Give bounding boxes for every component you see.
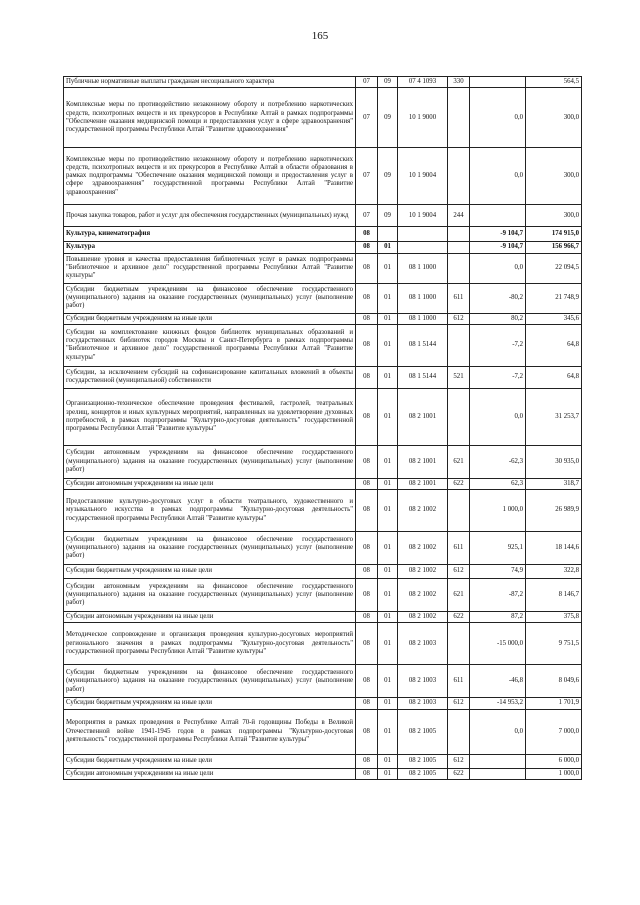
table-row bbox=[64, 478, 582, 489]
row-total-amount: 64,8 bbox=[526, 324, 582, 366]
row-change-amount: 0,0 bbox=[470, 253, 526, 283]
row-subsection-code: 01 bbox=[378, 754, 398, 768]
row-change-amount: -80,2 bbox=[470, 283, 526, 313]
row-expense-type bbox=[448, 709, 470, 754]
row-target-article: 08 1 1000 bbox=[398, 253, 448, 283]
row-total-amount: 174 915,0 bbox=[526, 227, 582, 242]
row-target-article: 08 2 1005 bbox=[398, 768, 448, 779]
row-total-amount: 1 000,0 bbox=[526, 768, 582, 779]
row-target-article: 07 4 1093 bbox=[398, 77, 448, 88]
table-row bbox=[64, 77, 582, 88]
row-section-code: 08 bbox=[356, 665, 378, 698]
row-expense-type: 622 bbox=[448, 478, 470, 489]
row-subsection-code: 09 bbox=[378, 148, 398, 205]
row-change-amount: -46,8 bbox=[470, 665, 526, 698]
row-total-amount: 21 748,9 bbox=[526, 283, 582, 313]
row-change-amount: 62,3 bbox=[470, 478, 526, 489]
row-subsection-code: 01 bbox=[378, 478, 398, 489]
row-target-article: 08 2 1003 bbox=[398, 623, 448, 665]
table-row bbox=[64, 698, 582, 709]
row-expense-type bbox=[448, 227, 470, 242]
row-target-article: 08 2 1002 bbox=[398, 579, 448, 612]
row-subsection-code: 01 bbox=[378, 313, 398, 324]
row-total-amount: 30 935,0 bbox=[526, 445, 582, 478]
row-expense-type: 612 bbox=[448, 565, 470, 579]
row-expense-type: 621 bbox=[448, 445, 470, 478]
row-expense-type bbox=[448, 490, 470, 532]
row-target-article: 08 1 5144 bbox=[398, 366, 448, 388]
row-section-code: 08 bbox=[356, 768, 378, 779]
row-total-amount: 8 049,6 bbox=[526, 665, 582, 698]
row-name: Субсидии автономным учреждениям на иные цели bbox=[64, 612, 356, 623]
row-total-amount: 8 146,7 bbox=[526, 579, 582, 612]
row-total-amount: 31 253,7 bbox=[526, 388, 582, 445]
row-subsection-code: 01 bbox=[378, 623, 398, 665]
row-expense-type: 521 bbox=[448, 366, 470, 388]
row-total-amount: 7 000,0 bbox=[526, 709, 582, 754]
row-name: Повышение уровня и качества предоставления библиотечных услуг в рамках подпрограммы "Библиотечное и архивное дело" государственной программы Республики Алтай "Развитие культуры" bbox=[64, 253, 356, 283]
row-target-article: 08 2 1002 bbox=[398, 490, 448, 532]
row-expense-type: 612 bbox=[448, 313, 470, 324]
table-row bbox=[64, 445, 582, 478]
table-row bbox=[64, 612, 582, 623]
table-row bbox=[64, 88, 582, 148]
table-row bbox=[64, 532, 582, 565]
row-total-amount: 300,0 bbox=[526, 205, 582, 227]
row-target-article: 08 2 1002 bbox=[398, 565, 448, 579]
row-expense-type: 611 bbox=[448, 665, 470, 698]
row-target-article: 08 2 1005 bbox=[398, 709, 448, 754]
row-section-code: 07 bbox=[356, 148, 378, 205]
row-expense-type: 622 bbox=[448, 612, 470, 623]
table-row bbox=[64, 490, 582, 532]
row-expense-type bbox=[448, 88, 470, 148]
row-expense-type: 612 bbox=[448, 698, 470, 709]
row-change-amount: 0,0 bbox=[470, 148, 526, 205]
table-row bbox=[64, 313, 582, 324]
table-row bbox=[64, 665, 582, 698]
row-section-code: 08 bbox=[356, 754, 378, 768]
row-name: Субсидии бюджетным учреждениям на иные цели bbox=[64, 565, 356, 579]
row-total-amount: 345,6 bbox=[526, 313, 582, 324]
row-name: Методическое сопровождение и организация проведения культурно-досуговых мероприятий регионального значения в рамках подпрограммы "Культурно-досуговая деятельность" государственной программы Республики Алтай "Развитие культуры" bbox=[64, 623, 356, 665]
row-subsection-code: 01 bbox=[378, 698, 398, 709]
row-section-code: 07 bbox=[356, 205, 378, 227]
row-total-amount: 64,8 bbox=[526, 366, 582, 388]
row-name: Организационно-техническое обеспечение проведения фестивалей, гастролей, театральных зрелищ, концертов и иных культурных мероприятий, направленных на удовлетворение духовных потребностей, в рамках подпрограммы "Культурно-досуговая деятельность" государственной программы Республики Алтай "Развитие культуры" bbox=[64, 388, 356, 445]
row-total-amount: 9 751,5 bbox=[526, 623, 582, 665]
row-subsection-code bbox=[378, 227, 398, 242]
row-expense-type: 611 bbox=[448, 532, 470, 565]
row-name: Субсидии автономным учреждениям на иные цели bbox=[64, 478, 356, 489]
row-subsection-code: 01 bbox=[378, 366, 398, 388]
row-subsection-code: 01 bbox=[378, 388, 398, 445]
table-row bbox=[64, 283, 582, 313]
row-section-code: 08 bbox=[356, 366, 378, 388]
row-change-amount: 0,0 bbox=[470, 709, 526, 754]
row-subsection-code: 01 bbox=[378, 612, 398, 623]
row-name: Культура, кинематография bbox=[64, 227, 356, 242]
row-subsection-code: 01 bbox=[378, 579, 398, 612]
row-name: Комплексные меры по противодействию незаконному обороту и потреблению наркотических средств, психотропных веществ и их прекурсоров в Республике Алтай в области образования в рамках подпрограммы "Обеспечение оказания медицинской помощи и предоставления услуг в сфере здравоохранения" государственной программы Республики Алтай "Развитие здравоохранения" bbox=[64, 148, 356, 205]
table-row bbox=[64, 623, 582, 665]
row-name: Культура bbox=[64, 242, 356, 253]
row-change-amount bbox=[470, 754, 526, 768]
row-section-code: 08 bbox=[356, 490, 378, 532]
row-expense-type bbox=[448, 388, 470, 445]
row-total-amount: 1 701,9 bbox=[526, 698, 582, 709]
table-row bbox=[64, 579, 582, 612]
row-section-code: 08 bbox=[356, 388, 378, 445]
row-section-code: 08 bbox=[356, 709, 378, 754]
row-name: Прочая закупка товаров, работ и услуг для обеспечения государственных (муниципальных) нужд bbox=[64, 205, 356, 227]
row-target-article: 10 1 9004 bbox=[398, 205, 448, 227]
row-total-amount: 322,8 bbox=[526, 565, 582, 579]
row-change-amount: -9 104,7 bbox=[470, 227, 526, 242]
page-number: 165 bbox=[311, 30, 329, 42]
row-subsection-code: 01 bbox=[378, 565, 398, 579]
row-change-amount: -14 953,2 bbox=[470, 698, 526, 709]
row-target-article: 08 2 1003 bbox=[398, 698, 448, 709]
table-row bbox=[64, 709, 582, 754]
row-change-amount: 87,2 bbox=[470, 612, 526, 623]
table-row bbox=[64, 242, 582, 253]
row-change-amount: -15 000,0 bbox=[470, 623, 526, 665]
row-target-article: 10 1 9000 bbox=[398, 88, 448, 148]
row-subsection-code: 01 bbox=[378, 665, 398, 698]
row-subsection-code: 01 bbox=[378, 490, 398, 532]
row-name: Субсидии бюджетным учреждениям на иные цели bbox=[64, 313, 356, 324]
row-target-article: 08 2 1003 bbox=[398, 665, 448, 698]
row-change-amount: -7,2 bbox=[470, 366, 526, 388]
row-section-code: 08 bbox=[356, 579, 378, 612]
row-total-amount: 26 989,9 bbox=[526, 490, 582, 532]
row-expense-type bbox=[448, 253, 470, 283]
budget-table bbox=[63, 76, 582, 780]
table-row bbox=[64, 768, 582, 779]
row-name: Публичные нормативные выплаты гражданам несоциального характера bbox=[64, 77, 356, 88]
row-section-code: 08 bbox=[356, 478, 378, 489]
row-target-article bbox=[398, 242, 448, 253]
row-name: Субсидии автономным учреждениям на иные цели bbox=[64, 768, 356, 779]
row-section-code: 08 bbox=[356, 324, 378, 366]
row-section-code: 08 bbox=[356, 253, 378, 283]
row-subsection-code: 09 bbox=[378, 88, 398, 148]
row-change-amount bbox=[470, 77, 526, 88]
row-name: Субсидии бюджетным учреждениям на финансовое обеспечение государственного (муниципального) задания на оказание государственных (муниципальных) услуг (выполнение работ) bbox=[64, 532, 356, 565]
row-subsection-code: 01 bbox=[378, 324, 398, 366]
row-expense-type bbox=[448, 148, 470, 205]
row-section-code: 08 bbox=[356, 445, 378, 478]
row-target-article: 08 2 1001 bbox=[398, 445, 448, 478]
row-subsection-code: 01 bbox=[378, 768, 398, 779]
row-expense-type bbox=[448, 623, 470, 665]
row-expense-type: 612 bbox=[448, 754, 470, 768]
row-subsection-code: 01 bbox=[378, 709, 398, 754]
row-name: Субсидии на комплектование книжных фондов библиотек муниципальных образований и государственных библиотек городов Москвы и Санкт-Петербурга в рамках подпрограммы "Библиотечное и архивное дело" государственной программы Республики Алтай "Развитие культуры" bbox=[64, 324, 356, 366]
row-target-article: 08 2 1005 bbox=[398, 754, 448, 768]
row-total-amount: 300,0 bbox=[526, 88, 582, 148]
row-total-amount: 6 000,0 bbox=[526, 754, 582, 768]
row-name: Субсидии, за исключением субсидий на софинансирование капитальных вложений в объекты государственной (муниципальной) собственности bbox=[64, 366, 356, 388]
row-expense-type: 244 bbox=[448, 205, 470, 227]
row-total-amount: 18 144,6 bbox=[526, 532, 582, 565]
table-row bbox=[64, 754, 582, 768]
row-change-amount: 0,0 bbox=[470, 88, 526, 148]
row-total-amount: 564,5 bbox=[526, 77, 582, 88]
row-subsection-code: 09 bbox=[378, 77, 398, 88]
row-name: Субсидии бюджетным учреждениям на иные цели bbox=[64, 698, 356, 709]
row-name: Субсидии автономным учреждениям на финансовое обеспечение государственного (муниципального) задания на оказание государственных (муниципальных) услуг (выполнение работ) bbox=[64, 579, 356, 612]
row-total-amount: 375,8 bbox=[526, 612, 582, 623]
row-change-amount: -9 104,7 bbox=[470, 242, 526, 253]
row-subsection-code: 01 bbox=[378, 445, 398, 478]
row-section-code: 08 bbox=[356, 532, 378, 565]
row-section-code: 08 bbox=[356, 698, 378, 709]
row-expense-type: 621 bbox=[448, 579, 470, 612]
row-change-amount: -62,3 bbox=[470, 445, 526, 478]
row-name: Субсидии бюджетным учреждениям на иные цели bbox=[64, 754, 356, 768]
row-change-amount: 80,2 bbox=[470, 313, 526, 324]
row-subsection-code: 01 bbox=[378, 242, 398, 253]
row-section-code: 07 bbox=[356, 88, 378, 148]
row-name: Мероприятия в рамках проведения в Республике Алтай 70-й годовщины Победы в Великой Отечественной войне 1941-1945 годов в рамках подпрограммы "Культурно-досуговая деятельность" государственной программы Республики Алтай "Развитие культуры" bbox=[64, 709, 356, 754]
row-subsection-code: 01 bbox=[378, 283, 398, 313]
table-row bbox=[64, 388, 582, 445]
row-target-article bbox=[398, 227, 448, 242]
row-change-amount: 1 000,0 bbox=[470, 490, 526, 532]
row-subsection-code: 01 bbox=[378, 253, 398, 283]
table-row bbox=[64, 565, 582, 579]
row-target-article: 08 2 1001 bbox=[398, 388, 448, 445]
row-name: Субсидии бюджетным учреждениям на финансовое обеспечение государственного (муниципального) задания на оказание государственных (муниципальных) услуг (выполнение работ) bbox=[64, 283, 356, 313]
row-subsection-code: 01 bbox=[378, 532, 398, 565]
row-section-code: 08 bbox=[356, 612, 378, 623]
row-name: Субсидии бюджетным учреждениям на финансовое обеспечение государственного (муниципального) задания на оказание государственных (муниципальных) услуг (выполнение работ) bbox=[64, 665, 356, 698]
row-expense-type: 330 bbox=[448, 77, 470, 88]
row-section-code: 08 bbox=[356, 227, 378, 242]
row-expense-type bbox=[448, 324, 470, 366]
row-name: Комплексные меры по противодействию незаконному обороту и потреблению наркотических средств, психотропных веществ и их прекурсоров в Республике Алтай в рамках подпрограммы "Обеспечение оказания медицинской помощи и предоставления услуг в сфере здравоохранения" государственной программы Республики Алтай "Развитие здравоохранения" bbox=[64, 88, 356, 148]
row-expense-type: 611 bbox=[448, 283, 470, 313]
row-change-amount: -7,2 bbox=[470, 324, 526, 366]
row-target-article: 08 2 1001 bbox=[398, 478, 448, 489]
row-subsection-code: 09 bbox=[378, 205, 398, 227]
row-target-article: 10 1 9004 bbox=[398, 148, 448, 205]
row-change-amount bbox=[470, 205, 526, 227]
row-target-article: 08 1 5144 bbox=[398, 324, 448, 366]
row-name: Предоставление культурно-досуговых услуг в области театрального, художественного и музыкального искусства в рамках подпрограммы "Культурно-досуговая деятельность" государственной программы Республики Алтай "Развитие культуры" bbox=[64, 490, 356, 532]
table-row bbox=[64, 324, 582, 366]
row-change-amount: -87,2 bbox=[470, 579, 526, 612]
row-expense-type bbox=[448, 242, 470, 253]
row-section-code: 08 bbox=[356, 565, 378, 579]
row-change-amount: 0,0 bbox=[470, 388, 526, 445]
row-section-code: 08 bbox=[356, 313, 378, 324]
row-target-article: 08 1 1000 bbox=[398, 283, 448, 313]
table-row bbox=[64, 253, 582, 283]
row-change-amount: 74,9 bbox=[470, 565, 526, 579]
row-total-amount: 300,0 bbox=[526, 148, 582, 205]
table-row bbox=[64, 227, 582, 242]
row-target-article: 08 2 1002 bbox=[398, 532, 448, 565]
row-total-amount: 318,7 bbox=[526, 478, 582, 489]
row-change-amount bbox=[470, 768, 526, 779]
row-section-code: 07 bbox=[356, 77, 378, 88]
table-body bbox=[64, 77, 582, 780]
row-total-amount: 22 094,5 bbox=[526, 253, 582, 283]
row-target-article: 08 2 1002 bbox=[398, 612, 448, 623]
row-change-amount: 925,1 bbox=[470, 532, 526, 565]
row-section-code: 08 bbox=[356, 242, 378, 253]
table-row bbox=[64, 148, 582, 205]
table-row bbox=[64, 366, 582, 388]
row-name: Субсидии автономным учреждениям на финансовое обеспечение государственного (муниципального) задания на оказание государственных (муниципальных) услуг (выполнение работ) bbox=[64, 445, 356, 478]
row-section-code: 08 bbox=[356, 623, 378, 665]
row-target-article: 08 1 1000 bbox=[398, 313, 448, 324]
row-expense-type: 622 bbox=[448, 768, 470, 779]
row-total-amount: 156 966,7 bbox=[526, 242, 582, 253]
table-row bbox=[64, 205, 582, 227]
row-section-code: 08 bbox=[356, 283, 378, 313]
